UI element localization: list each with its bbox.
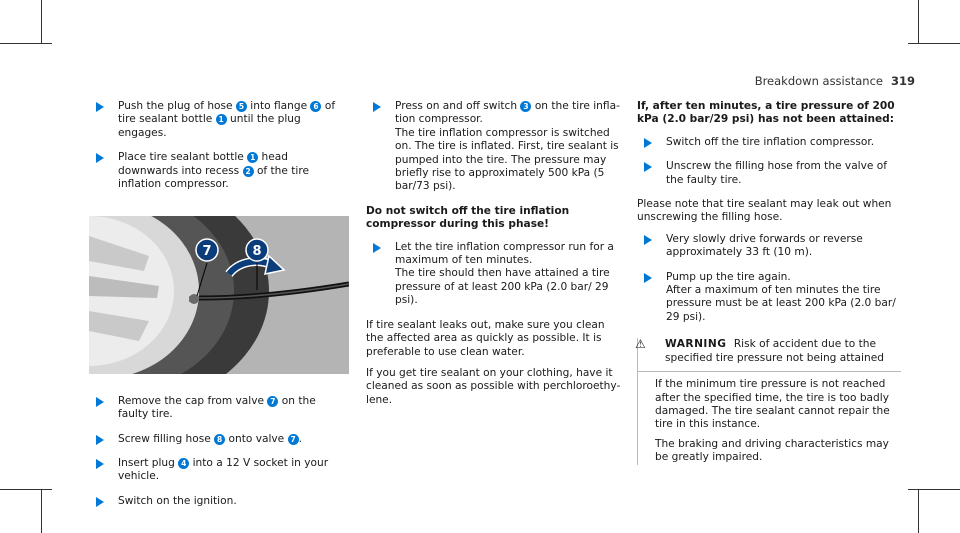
crop-mark (908, 43, 960, 44)
paragraph: Please note that tire sealant may leak out when unscrewing the filling hose. (637, 198, 892, 224)
warning-box (637, 338, 901, 464)
instruction-step: Switch on the ignition. (89, 495, 349, 508)
crop-mark (41, 0, 42, 44)
paragraph: If tire sealant leaks out, make sure you clean the affected area as quickly as possible. It is preferable to use clean water. (366, 318, 605, 358)
callout-number: 6 (310, 101, 321, 112)
paragraph: If you get tire sealant on your clothing, have it cleaned as soon as possible with perchloroethylene. (366, 366, 621, 406)
crop-mark (918, 0, 919, 44)
instruction-step: Press on and off switch 3 on the tire inflation compressor. The tire inflation compressor is switched on. The tire is inflated. First, tire sealant is pumped into the tire. The pressure may briefly rise to approximately 500 kPa (5 bar/73 psi). (366, 100, 624, 194)
callout-number: 1 (216, 114, 227, 125)
step-arrow-icon (373, 102, 381, 112)
column-3 (637, 100, 901, 471)
step-arrow-icon (96, 459, 104, 469)
crop-mark (918, 489, 919, 533)
step-arrow-icon (96, 497, 104, 507)
instruction-step: Screw filling hose 8 onto valve 7 . (89, 433, 349, 446)
section-title: Breakdown assistance (754, 74, 883, 88)
warning-paragraph: The braking and driving characteristics may be greatly impaired. (655, 437, 889, 464)
step-arrow-icon (96, 102, 104, 112)
instruction-step: Let the tire inflation compressor run for a maximum of ten minutes. The tire should then have attained a tire pressure of at least 200 kPa (2.0 bar/ 29 psi). (366, 241, 624, 308)
step-arrow-icon (644, 273, 652, 283)
warning-triangle-icon: ⚠ (635, 337, 646, 352)
figure-callout-7: 7 (202, 244, 212, 260)
column-2 (366, 100, 624, 415)
warning-body (638, 371, 901, 464)
instruction-step: Very slowly drive forwards or reverse approximately 33 ft (10 m). (637, 233, 901, 260)
section-heading: If, after ten minutes, a tire pressure of 200 kPa (2.0 bar/29 psi) has not been attained: (637, 100, 895, 126)
page-header (755, 74, 915, 88)
callout-number: 2 (243, 166, 254, 177)
page-number: 319 (890, 74, 915, 88)
step-arrow-icon (644, 138, 652, 148)
step-arrow-icon (96, 153, 104, 163)
step-arrow-icon (96, 435, 104, 445)
column-1 (89, 100, 349, 519)
crop-mark (908, 489, 960, 490)
section-heading: Do not switch off the tire inflation compressor during this phase! (366, 204, 570, 231)
warning-paragraph: If the minimum tire pressure is not reached after the specified time, the tire is too badly damaged. The tire sealant cannot repair the tire in this instance. (655, 378, 890, 431)
callout-number: 5 (236, 101, 247, 112)
crop-mark (0, 43, 52, 44)
crop-mark (41, 489, 42, 533)
callout-number: 3 (520, 101, 531, 112)
callout-number: 7 (267, 396, 278, 407)
instruction-step: Place tire sealant bottle 1 head downwards into recess 2 of the tire inflation compressor. (89, 151, 349, 191)
figure-callout-8: 8 (252, 244, 262, 260)
instruction-step: Insert plug 4 into a 12 V socket in your vehicle. (89, 457, 349, 484)
callout-number: 7 (288, 434, 299, 445)
step-arrow-icon (644, 162, 652, 172)
warning-header (635, 337, 901, 371)
warning-lead: Risk of accident due to the specified tire pressure not being attained (665, 338, 884, 364)
step-arrow-icon (644, 235, 652, 245)
crop-mark (0, 489, 52, 490)
callout-number: 1 (247, 152, 258, 163)
warning-title: WARNING (665, 338, 727, 351)
instruction-step: Pump up the tire again. After a maximum of ten minutes the tire pressure must be at least 200 kPa (2.0 bar/ 29 psi). (637, 271, 901, 325)
callout-number: 4 (178, 458, 189, 469)
step-arrow-icon (373, 243, 381, 253)
instruction-step: Push the plug of hose 5 into flange 6 of tire sealant bottle 1 until the plug engages. (89, 100, 349, 140)
step-arrow-icon (96, 397, 104, 407)
instruction-step: Remove the cap from valve 7 on the faulty tire. (89, 395, 349, 422)
instruction-step: Unscrew the filling hose from the valve of the faulty tire. (637, 160, 901, 187)
tire-valve-illustration (89, 216, 349, 374)
instruction-step: Switch off the tire inflation compressor. (637, 136, 901, 149)
callout-number: 8 (214, 434, 225, 445)
